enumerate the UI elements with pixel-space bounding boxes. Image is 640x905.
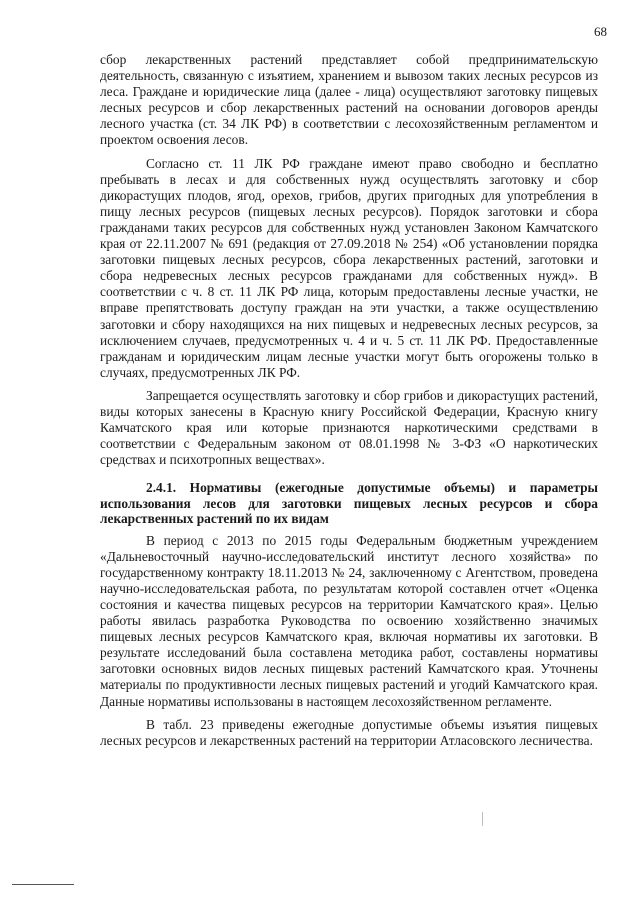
page-number: 68 <box>594 24 607 39</box>
footnote-rule <box>12 884 74 885</box>
document-body <box>100 52 598 756</box>
paragraph-continuation: сбор лекарственных растений представляет собой предпринимательскую деятельность, связанную с изъятием, хранением и вывозом таких лесных ресурсов из леса. Граждане и юридические лица (далее - лица) осуществляют заготовку пищевых лесных ресурсов и сбор лекарственных растений на основании договоров аренды лесного участка (ст. 34 ЛК РФ) в соответствии с лесохозяйственным регламентом и проектом освоения лесов. <box>100 52 598 148</box>
paragraph-prohibition: Запрещается осуществлять заготовку и сбор грибов и дикорастущих растений, виды которых занесены в Красную книгу Российской Федерации, Красную книгу Камчатского края или которые признаются наркотическими средствами в соответствии с Федеральным законом от 08.01.1998 № 3-ФЗ «О наркотических средствах и психотропных веществах». <box>100 387 598 468</box>
paragraph-table-reference: В табл. 23 приведены ежегодные допустимые объемы изъятия пищевых лесных ресурсов и лекарственных растений на территории Атласовского лесничества. <box>100 716 598 748</box>
paragraph-research: В период с 2013 по 2015 годы Федеральным бюджетным учреждением «Дальневосточный научно-исследовательский институт лесного хозяйства» по государственному контракту 18.11.2013 № 24, заключенному с Агентством, проведена научно-исследовательская работа, по результатам которой составлен отчет «Оценка состояния и качества пищевых ресурсов на территории Камчатского края». Целью работы явилась разработка Руководства по освоению хозяйственно значимых пищевых лесных ресурсов Камчатского края, включая нормативы их заготовки. В результате исследований была составлена методика работ, составлены нормативы заготовки основных видов лесных пищевых растений Камчатского края. Уточнены материалы по продуктивности лесных пищевых растений и угодий Камчатского края. Данные нормативы использованы в настоящем лесохозяйственном регламенте. <box>100 532 598 709</box>
scan-mark <box>482 812 483 826</box>
paragraph-citizens-rights: Согласно ст. 11 ЛК РФ граждане имеют право свободно и бесплатно пребывать в лесах и для собственных нужд осуществлять заготовку и сбор дикорастущих плодов, ягод, орехов, грибов, других пригодных для употребления в пищу лесных ресурсов (пищевых лесных ресурсов). Порядок заготовки и сбора гражданами таких ресурсов для собственных нужд установлен Законом Камчатского края от 22.11.2007 № 691 (редакция от 27.09.2018 № 254) «Об установлении порядка заготовки пищевых лесных ресурсов, сбора лекарственных растений, заготовки и сбора недревесных лесных ресурсов гражданами для собственных нужд». В соответствии с ч. 8 ст. 11 ЛК РФ лица, которым предоставлены лесные участки, не вправе препятствовать доступу граждан на эти участки, а также осуществлению заготовки и сбору находящихся на них пищевых и недревесных лесных ресурсов, за исключением случаев, предусмотренных ч. 4 и ч. 5 ст. 11 ЛК РФ. Предоставленные гражданам и юридическим лицам лесные участки могут быть огорожены только в случаях, предусмотренных ЛК РФ. <box>100 155 598 380</box>
section-heading: 2.4.1. Нормативы (ежегодные допустимые объемы) и параметры использования лесов для заготовки пищевых лесных ресурсов и сбора лекарственных растений по их видам <box>100 480 598 527</box>
